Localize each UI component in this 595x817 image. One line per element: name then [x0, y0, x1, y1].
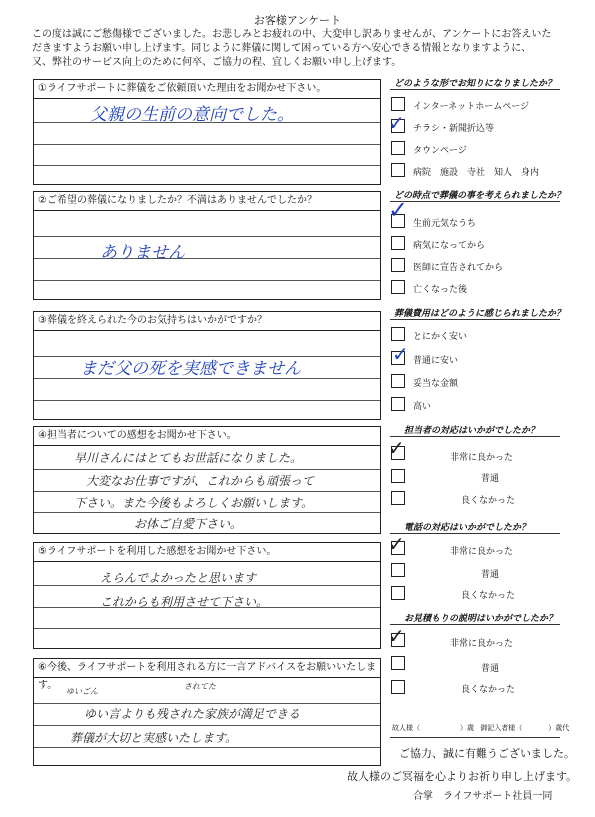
question-1-label: ①ライフサポートに葬儀をご依頼頂いた理由をお聞かせ下さい。 — [34, 80, 380, 99]
intro-line-2: だきますようお願い申し上げます。同じように葬儀に関して困っている方へ安心できる情報となりますように、 — [32, 43, 532, 54]
intro-line-3: 又、弊社のサービス向上のために何卒、ご協力の程、宜しくお願い申し上げます。 — [32, 57, 402, 68]
question-6-annotation-1: ゆいごん — [66, 687, 98, 696]
side-question-4-label: 担当者の対応はいかがでしたか？ — [404, 426, 540, 436]
question-6-label: ⑥今後、ライフサポートを利用される方に一言アドバイスをお願いいたします。 — [34, 659, 380, 678]
question-1-answer: 父親の生前の意向でした。 — [90, 105, 294, 125]
ruled-line — [34, 165, 380, 166]
checkbox[interactable] — [391, 258, 405, 272]
ruled-line — [34, 747, 380, 748]
question-6-answer-line-1: ゆい言よりも残された家族が満足できる — [84, 707, 301, 721]
question-4-answer-line-1: 早川さんにはとてもお世話になりました。 — [74, 451, 303, 465]
ruled-line — [34, 236, 380, 237]
divider — [390, 201, 560, 202]
option-not-good: 良くなかった — [461, 591, 516, 601]
question-2-answer: ありません — [100, 243, 185, 263]
option-illness: 病気になってから — [413, 241, 486, 251]
ruled-line — [34, 703, 380, 704]
intro-line-1: この度は誠にご愁傷様でございました。お悲しみとお疲れの中、大変申し訳ありませんが、アンケートにお答えいた — [32, 29, 552, 40]
ruled-line — [34, 280, 380, 281]
question-4-label: ④担当者についての感想をお聞かせ下さい。 — [34, 427, 380, 446]
side-question-6-label: お見積もりの説明はいかがでしたか？ — [404, 614, 558, 624]
checkmark-icon: ✓ — [388, 196, 409, 224]
question-4-box — [33, 426, 381, 534]
survey-intro — [32, 28, 572, 70]
ruled-line — [34, 400, 380, 401]
checkbox[interactable] — [391, 327, 405, 341]
option-very-good: 非常に良かった — [450, 639, 514, 649]
option-healthy: 生前元気なうち — [413, 219, 477, 229]
question-4-answer-line-4: お体ご自愛下さい。 — [134, 517, 243, 531]
option-normal: 普通 — [481, 570, 500, 580]
divider — [390, 624, 560, 625]
checkbox[interactable] — [391, 563, 405, 577]
checkbox[interactable] — [391, 97, 405, 111]
condolence-text: 故人様のご冥福を心よりお祈り申し上げます。 — [347, 770, 578, 783]
ruled-line — [34, 258, 380, 259]
age-label: ）歳 — [460, 724, 474, 732]
question-3-box — [33, 311, 381, 420]
question-5-box — [33, 542, 381, 649]
option-very-cheap: とにかく安い — [413, 332, 468, 342]
generation-label: ）歳代 — [548, 724, 570, 732]
ruled-line — [34, 491, 380, 492]
option-fair: 妥当な金額 — [413, 379, 459, 389]
side-question-5-label: 電話の対応はいかがでしたか？ — [404, 523, 531, 533]
checkbox[interactable] — [391, 280, 405, 294]
checkbox[interactable] — [391, 374, 405, 388]
option-townpage: タウンページ — [413, 146, 467, 156]
question-4-answer-line-3: 下さい。また今後もよろしくお願いします。 — [74, 496, 314, 510]
ruled-line — [34, 725, 380, 726]
checkbox[interactable] — [391, 397, 405, 411]
option-very-good: 非常に良かった — [450, 547, 514, 557]
ruled-line — [34, 628, 380, 629]
option-normal: 普通 — [481, 664, 500, 674]
option-very-good: 非常に良かった — [450, 453, 514, 463]
question-3-label: ③葬儀を終えられた今のお気持ちはいかがですか？ — [34, 312, 380, 331]
question-4-answer-line-2: 大変なお仕事ですが、これからも頑張って — [86, 474, 315, 488]
survey-title: お客様アンケート — [253, 14, 342, 27]
option-referral: 病院 施設 寺社 知人 身内 — [413, 168, 540, 178]
option-cheap: 普通に安い — [413, 356, 459, 366]
divider — [390, 319, 560, 320]
question-2-box — [33, 191, 381, 300]
checkmark-icon: ✓ — [388, 532, 405, 556]
checkbox[interactable] — [391, 586, 405, 600]
respondent-label: 御記入者様（ — [480, 724, 523, 732]
checkbox[interactable] — [391, 141, 405, 155]
checkbox[interactable] — [391, 680, 405, 694]
checkbox[interactable] — [391, 469, 405, 483]
deceased-age-field[interactable] — [392, 723, 569, 733]
checkbox[interactable] — [391, 236, 405, 250]
divider — [390, 737, 560, 738]
question-5-answer-line-2: これからも利用させて下さい。 — [100, 595, 269, 609]
deceased-label: 故人様（ — [392, 724, 420, 732]
divider — [390, 436, 560, 437]
checkbox[interactable] — [391, 163, 405, 177]
side-question-2-label: どの時点で葬儀の事を考えられましたか？ — [394, 191, 566, 201]
question-6-box — [33, 658, 381, 766]
question-6-answer-line-2: 葬儀が大切と実感いたします。 — [70, 731, 238, 745]
option-expensive: 高い — [413, 402, 432, 412]
side-question-1-label: どのような形でお知りになりましたか？ — [394, 79, 557, 89]
thanks-text: ご協力、誠に有難うございました。 — [399, 747, 575, 760]
checkmark-icon: ✓ — [388, 111, 405, 135]
checkmark-icon: ✓ — [388, 436, 405, 460]
question-1-box — [33, 79, 381, 185]
option-not-good: 良くなかった — [461, 685, 516, 695]
option-after-death: 亡くなった後 — [413, 285, 468, 295]
question-6-annotation-2: されてた — [184, 682, 216, 691]
signature-text: 合掌 ライフサポート社員一同 — [413, 791, 553, 802]
option-flyer: チラシ・新聞折込等 — [413, 124, 495, 134]
ruled-line — [34, 469, 380, 470]
option-diagnosis: 医師に宣告されてから — [413, 263, 504, 273]
divider — [390, 89, 560, 90]
checkmark-icon: ✓ — [392, 342, 409, 366]
checkbox[interactable] — [391, 491, 405, 505]
option-internet: インターネットホームページ — [413, 102, 530, 112]
question-2-label: ②ご希望の葬儀になりましたか？不満はありませんでしたか？ — [34, 192, 380, 211]
ruled-line — [34, 144, 380, 145]
option-normal: 普通 — [481, 474, 500, 484]
side-question-3-label: 葬儀費用はどのように感じられましたか？ — [394, 309, 566, 319]
question-5-label: ⑤ライフサポートを利用した感想をお聞かせ下さい。 — [34, 543, 380, 562]
checkbox[interactable] — [391, 656, 405, 670]
ruled-line — [34, 512, 380, 513]
option-not-good: 良くなかった — [461, 496, 516, 506]
divider — [390, 533, 560, 534]
question-3-answer: まだ父の死を実感できません — [80, 359, 301, 379]
question-5-answer-line-1: えらんでよかったと思います — [100, 571, 257, 585]
checkmark-icon: ✓ — [388, 624, 405, 648]
